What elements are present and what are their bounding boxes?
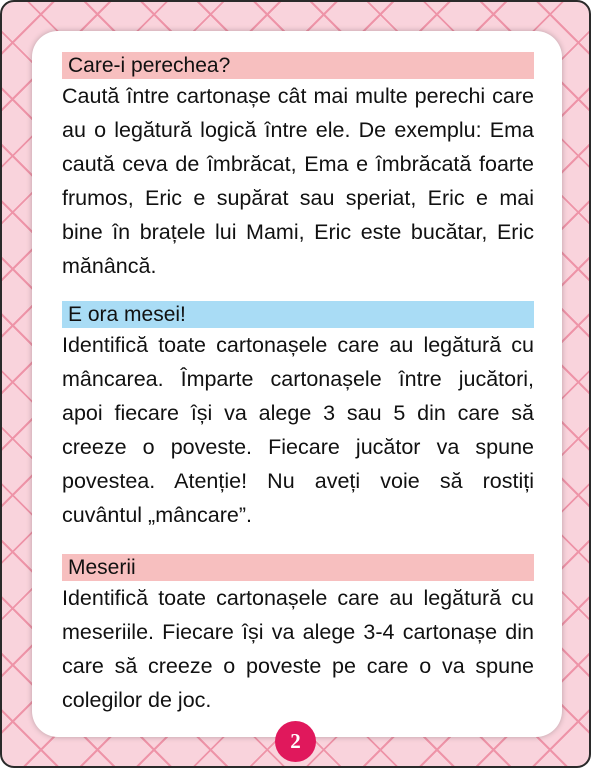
- section-e-ora-mesei: [62, 301, 534, 532]
- section-heading: Meserii: [62, 554, 534, 581]
- section-text: Identifică toate cartonașele care au legătură cu mâncarea. Împarte cartonașele între jucători, apoi fiecare își va alege 3 sau 5 din care să creeze o poveste. Fiecare jucător va spune povestea. Atenție! Nu aveți voie să rostiți cuvântul „mâncare”.: [62, 333, 534, 527]
- section-care-i-perechea: [62, 52, 534, 283]
- section-text: Identifică toate cartonașele care au legătură cu meseriile. Fiecare își va alege 3-4 cartonașe din care să creeze o poveste pe care o va spune colegilor de joc.: [62, 586, 534, 712]
- page-number-badge: 2: [275, 721, 316, 762]
- section-heading: E ora mesei!: [62, 301, 534, 328]
- section-meserii: [62, 554, 534, 717]
- section-text: Caută între cartonașe cât mai multe perechi care au o legătură logică între ele. De exemplu: Ema caută ceva de îmbrăcat, Ema e îmbrăcată foarte frumos, Eric e supărat sau speriat, Eric e mai bine în brațele lui Mami, Eric este bucătar, Eric mănâncă.: [62, 84, 534, 278]
- section-heading: Care-i perechea?: [62, 52, 534, 79]
- content-card: [32, 31, 562, 737]
